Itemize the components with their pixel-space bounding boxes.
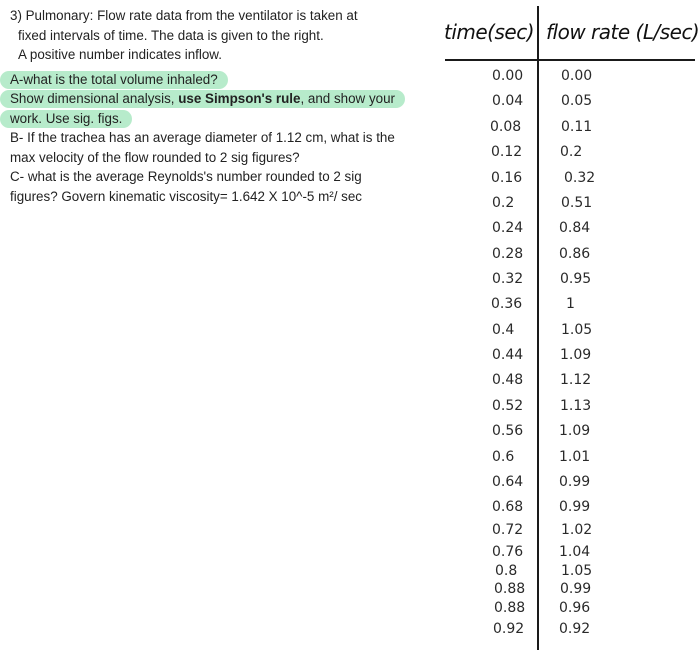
column-divider [537,6,539,650]
header-time: time(sec) [444,20,535,44]
time-cell: 0.88 [494,581,526,597]
part-b-line: B- If the trachea has an average diameter of 1.12 cm, what is the [10,130,395,145]
question-text [10,6,430,206]
part-b-line: max velocity of the flow rounded to 2 sig figures? [10,149,300,165]
flow-rate-cell: 1.12 [560,372,592,388]
part-a-text: , and show your [300,91,396,106]
time-cell: 0.00 [492,68,524,84]
flow-rate-cell: 1.02 [561,522,593,538]
part-a-line-2 [10,89,430,109]
flow-rate-cell: 0.00 [561,68,593,84]
time-cell: 0.64 [492,474,524,490]
intro-line: fixed intervals of time. The data is given to the right. [18,27,324,43]
time-cell: 0.8 [495,563,518,579]
flow-rate-cell: 1 [566,296,575,312]
time-cell: 0.48 [492,372,524,388]
part-c-line: C- what is the average Reynolds's number rounded to 2 sig [10,169,362,184]
time-cell: 0.76 [492,544,524,560]
flow-rate-cell: 0.32 [564,170,596,186]
flow-rate-cell: 1.05 [561,322,593,338]
flow-rate-cell: 1.04 [559,544,591,560]
flow-rate-cell: 0.11 [561,119,593,135]
time-cell: 0.32 [492,271,524,287]
time-cell: 0.12 [491,144,523,160]
intro-line: 3) Pulmonary: Flow rate data from the ventilator is taken at [10,8,358,23]
time-cell: 0.36 [491,296,523,312]
flow-rate-cell: 1.05 [561,563,593,579]
flow-rate-cell: 0.95 [560,271,592,287]
time-cell: 0.72 [492,522,524,538]
highlight: A-what is the total volume inhaled? [0,71,228,89]
time-cell: 0.4 [492,322,515,338]
time-cell: 0.16 [491,170,523,186]
flow-rate-cell: 1.13 [560,398,592,414]
part-a-text: Show dimensional analysis, [10,91,179,106]
flow-rate-cell: 0.51 [561,195,593,211]
flow-rate-cell: 1.09 [559,423,591,439]
time-cell: 0.56 [492,423,524,439]
handwritten-data-table [440,0,700,658]
time-cell: 0.24 [492,220,524,236]
flow-rate-cell: 0.2 [560,144,583,160]
flow-rate-cell: 0.99 [559,474,591,490]
flow-rate-cell: 1.01 [559,449,591,465]
flow-rate-cell: 0.92 [559,621,591,637]
flow-rate-cell: 0.84 [559,220,591,236]
flow-rate-cell: 0.86 [559,246,591,262]
flow-rate-cell: 0.99 [559,499,591,515]
time-cell: 0.52 [492,398,524,414]
flow-rate-cell: 1.09 [560,347,592,363]
time-cell: 0.2 [492,195,515,211]
flow-rate-cell: 0.99 [560,581,592,597]
time-cell: 0.04 [492,93,524,109]
header-underline [445,59,695,61]
highlight [0,90,405,108]
time-cell: 0.44 [492,347,524,363]
part-a-line-1 [10,70,430,90]
header-flow-rate: flow rate (L/sec) [546,20,700,44]
flow-rate-cell: 0.05 [561,93,593,109]
flow-rate-cell: 0.96 [559,600,591,616]
simpsons-rule-bold: use Simpson's rule [178,91,301,106]
time-cell: 0.68 [492,499,524,515]
highlight: work. Use sig. figs. [0,110,132,128]
part-c-line: figures? Govern kinematic viscosity= 1.642 X 10^-5 m²/ sec [10,188,362,204]
intro-line: A positive number indicates inflow. [18,47,222,62]
time-cell: 0.28 [492,246,524,262]
time-cell: 0.08 [490,119,522,135]
time-cell: 0.88 [494,600,526,616]
time-cell: 0.6 [492,449,515,465]
time-cell: 0.92 [493,621,525,637]
part-a-line-3 [10,109,430,129]
